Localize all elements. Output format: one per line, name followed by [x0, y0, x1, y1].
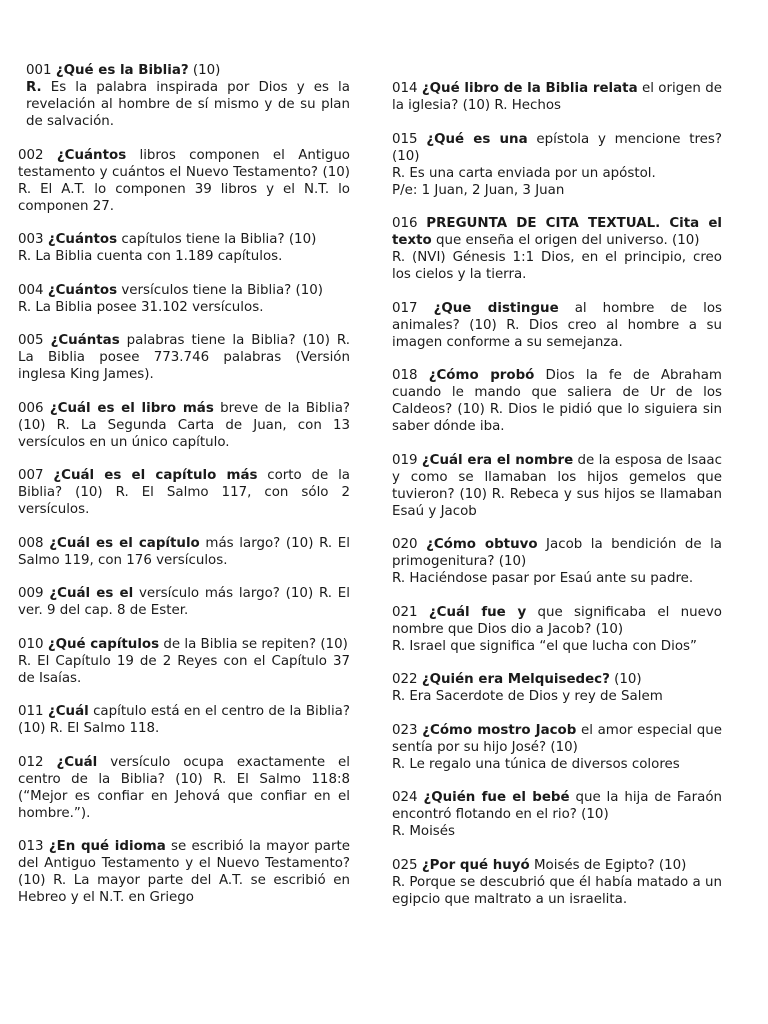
question-text	[18, 636, 350, 653]
question-number: 017	[392, 300, 418, 316]
answer-text: R. Israel que significa “el que lucha con Dios”	[392, 638, 697, 654]
question-bold-text: ¿Cuántos	[56, 147, 127, 163]
question-number: 023	[392, 722, 418, 738]
question-number: 018	[392, 368, 418, 383]
question-rest-text: epístola y mencione tres? (10)	[392, 131, 722, 164]
answer-text: Es la palabra inspirada por Dios y es la revelación al hombre de sí mismo y de su plan de salvación.	[26, 80, 350, 129]
question-rest-text: que significaba el nuevo nombre que Dios dio a Jacob? (10)	[392, 604, 722, 637]
right-column	[392, 80, 722, 924]
question-number: 011	[18, 704, 44, 719]
question-rest-text: capítulo está en el centro de la Biblia? (10) R. El Salmo 118.	[18, 704, 350, 736]
question-text	[392, 857, 722, 874]
answer-text: R. El Capítulo 19 de 2 Reyes con el Capítulo 37 de Isaías.	[18, 653, 350, 686]
question-item	[392, 300, 722, 351]
question-number: 006	[18, 400, 44, 416]
question-text	[392, 671, 722, 688]
question-number: 014	[392, 81, 418, 96]
question-text	[392, 789, 722, 823]
question-text	[392, 604, 722, 638]
question-item	[392, 604, 722, 655]
question-number: 020	[392, 537, 418, 552]
question-bold-text: PREGUNTA DE CITA TEXTUAL. Cita el texto	[392, 216, 722, 248]
question-text	[392, 452, 722, 520]
question-rest-text: se escribió la mayor parte del Antiguo Testamento y el Nuevo Testamento? (10) R. La mayor parte del A.T. se escribió en Hebreo y el N.T. en Griego	[18, 839, 350, 905]
question-bold-text: ¿Qué libro de la Biblia relata	[421, 81, 638, 96]
question-text	[392, 80, 722, 114]
question-rest-text: versículo más largo? (10) R. El ver. 9 del cap. 8 de Ester.	[18, 586, 350, 618]
answer-line	[392, 756, 722, 773]
question-item	[392, 789, 722, 840]
question-bold-text: ¿Cuál es el capítulo más	[53, 468, 258, 483]
question-rest-text: versículos tiene la Biblia? (10)	[117, 282, 324, 298]
answer-line	[392, 165, 722, 182]
question-rest-text: el amor especial que sentía por su hijo José? (10)	[392, 722, 723, 755]
question-bold-text: ¿Cuántos	[47, 282, 118, 298]
question-rest-text: corto de la Biblia? (10) R. El Salmo 117, con sólo 2 versículos.	[18, 468, 350, 517]
question-item	[18, 636, 350, 687]
question-bold-text: ¿En qué idioma	[48, 839, 166, 854]
question-item	[18, 282, 350, 316]
question-text	[18, 400, 350, 451]
question-text	[18, 332, 350, 383]
question-item	[392, 722, 722, 773]
question-bold-text: ¿Cuál es el	[49, 586, 134, 601]
question-text	[392, 367, 722, 435]
question-rest-text: el origen de la iglesia? (10) R. Hechos	[392, 81, 722, 113]
question-text	[18, 282, 350, 299]
question-item	[18, 400, 350, 451]
question-text	[18, 838, 350, 906]
question-text	[26, 62, 350, 79]
question-item	[18, 147, 350, 215]
question-bold-text: ¿Qué es la Biblia?	[55, 63, 189, 78]
question-text	[392, 536, 722, 570]
question-bold-text: ¿Cómo probó	[428, 368, 535, 383]
question-text	[18, 231, 350, 248]
question-rest-text: Dios la fe de Abraham cuando le mando que saliera de Ur de los Caldeos? (10) R. Dios le pidió que lo siguiera sin saber dónde iba.	[392, 368, 722, 434]
question-bold-text: ¿Cuál	[56, 754, 98, 770]
answer-line	[392, 638, 722, 655]
answer-text: R. Porque se descubrió que él había matado a un egipcio que maltrato a un israelita.	[392, 874, 722, 907]
question-number: 002	[18, 147, 44, 163]
question-rest-text: al hombre de los animales? (10) R. Dios creo al hombre a su imagen conforme a su semejanza.	[392, 300, 722, 350]
answer-text: R. Haciéndose pasar por Esaú ante su padre.	[392, 571, 694, 586]
question-number: 005	[18, 333, 44, 348]
question-item	[392, 367, 722, 435]
question-bold-text: ¿Cuál	[47, 704, 89, 719]
answer-text: P/e: 1 Juan, 2 Juan, 3 Juan	[392, 182, 565, 198]
question-number: 007	[18, 468, 44, 483]
question-number: 025	[392, 857, 418, 873]
answer-line	[392, 874, 722, 908]
question-rest-text: más largo? (10) R. El Salmo 119, con 176 versículos.	[18, 535, 350, 568]
question-number: 012	[18, 754, 44, 770]
question-text	[392, 215, 722, 249]
question-text	[18, 703, 350, 737]
question-number: 022	[392, 672, 418, 687]
question-number: 013	[18, 839, 44, 854]
question-text	[392, 131, 722, 165]
question-text	[18, 535, 350, 569]
question-item	[18, 332, 350, 383]
question-rest-text: versículo ocupa exactamente el centro de la Biblia? (10) R. El Salmo 118:8 (“Mejor es confiar en Jehová que confiar en el hombre.”).	[18, 754, 350, 821]
question-bold-text: ¿Quién era Melquisedec?	[421, 672, 610, 687]
answer-text: R. Le regalo una túnica de diversos colores	[392, 756, 680, 772]
question-rest-text: Moisés de Egipto? (10)	[529, 857, 687, 873]
answer-text: R. Moisés	[392, 824, 455, 839]
question-item	[18, 838, 350, 906]
question-item	[392, 452, 722, 520]
question-rest-text: de la Biblia se repiten? (10)	[159, 636, 348, 652]
answer-line	[18, 653, 350, 687]
question-item	[392, 857, 722, 908]
answer-text: R. La Biblia posee 31.102 versículos.	[18, 299, 264, 315]
question-text	[18, 467, 350, 518]
answer-text: R. Es una carta enviada por un apóstol.	[392, 165, 656, 181]
question-bold-text: ¿Quién fue el bebé	[423, 790, 570, 805]
question-item	[18, 467, 350, 518]
question-number: 010	[18, 636, 44, 652]
question-bold-text: ¿Cuál es el capítulo	[49, 535, 200, 551]
answer-bold-prefix: R.	[26, 80, 42, 95]
answer-text: R. Era Sacerdote de Dios y rey de Salem	[392, 689, 663, 704]
answer-line	[392, 249, 722, 283]
question-bold-text: ¿Cuál fue y	[428, 604, 527, 620]
question-number: 003	[18, 232, 44, 247]
question-number: 024	[392, 790, 418, 805]
question-rest-text: que enseña el origen del universo. (10)	[431, 233, 700, 248]
question-item	[18, 703, 350, 737]
question-bold-text: ¿Que distingue	[433, 300, 559, 316]
question-bold-text: ¿Cuál era el nombre	[421, 452, 574, 468]
question-item	[392, 80, 722, 114]
answer-line	[18, 248, 350, 265]
left-column	[18, 62, 350, 923]
answer-line	[18, 299, 350, 316]
question-number: 004	[18, 282, 44, 298]
question-number: 009	[18, 586, 44, 601]
question-rest-text: (10)	[188, 63, 221, 78]
question-text	[18, 147, 350, 215]
question-bold-text: ¿Cuántas	[50, 333, 120, 348]
question-item	[392, 671, 722, 705]
answer-line	[392, 182, 722, 199]
question-item	[18, 62, 350, 130]
question-item	[18, 754, 350, 822]
question-rest-text: libros componen el Antiguo testamento y cuántos el Nuevo Testamento? (10) R. El A.T. lo componen 39 libros y el N.T. lo componen 27.	[18, 147, 351, 214]
answer-text: R. La Biblia cuenta con 1.189 capítulos.	[18, 249, 283, 264]
question-item	[392, 131, 722, 199]
question-bold-text: ¿Cómo obtuvo	[426, 537, 538, 552]
question-number: 008	[18, 535, 44, 551]
question-rest-text: breve de la Biblia? (10) R. La Segunda Carta de Juan, con 13 versículos en un único capítulo.	[18, 400, 351, 450]
question-item	[392, 215, 722, 283]
question-text	[392, 722, 722, 756]
question-number: 001	[26, 63, 52, 78]
question-item	[18, 535, 350, 569]
answer-text: R. (NVI) Génesis 1:1 Dios, en el principio, creo los cielos y la tierra.	[392, 250, 722, 282]
answer-line	[392, 823, 722, 840]
question-bold-text: ¿Cómo mostro Jacob	[422, 722, 577, 738]
answer-line	[392, 570, 722, 587]
question-rest-text: que la hija de Faraón encontró flotando en el rio? (10)	[392, 790, 723, 822]
question-text	[18, 754, 350, 822]
answer-line	[26, 79, 350, 130]
question-text	[392, 300, 722, 351]
question-item	[392, 536, 722, 587]
question-number: 019	[392, 452, 418, 468]
question-rest-text: (10)	[609, 672, 642, 687]
question-rest-text: palabras tiene la Biblia? (10) R. La Biblia posee 773.746 palabras (Versión inglesa King James).	[18, 333, 351, 382]
question-bold-text: ¿Por qué huyó	[421, 857, 530, 873]
question-rest-text: capítulos tiene la Biblia? (10)	[117, 232, 317, 247]
question-rest-text: Jacob la bendición de la primogenitura? (10)	[392, 537, 723, 569]
question-bold-text: ¿Cuál es el libro más	[49, 400, 214, 416]
question-bold-text: ¿Cuántos	[47, 232, 118, 247]
question-text	[18, 585, 350, 619]
question-bold-text: ¿Qué capítulos	[47, 636, 160, 652]
question-bold-text: ¿Qué es una	[426, 131, 528, 147]
question-item	[18, 231, 350, 265]
question-number: 021	[392, 604, 418, 620]
question-number: 016	[392, 216, 418, 231]
question-item	[18, 585, 350, 619]
answer-line	[392, 688, 722, 705]
question-rest-text: de la esposa de Isaac y como se llamaban los hijos gemelos que tuvieron? (10) R. Rebeca y sus hijos se llamaban Esaú y Jacob	[392, 452, 722, 519]
question-number: 015	[392, 131, 418, 147]
